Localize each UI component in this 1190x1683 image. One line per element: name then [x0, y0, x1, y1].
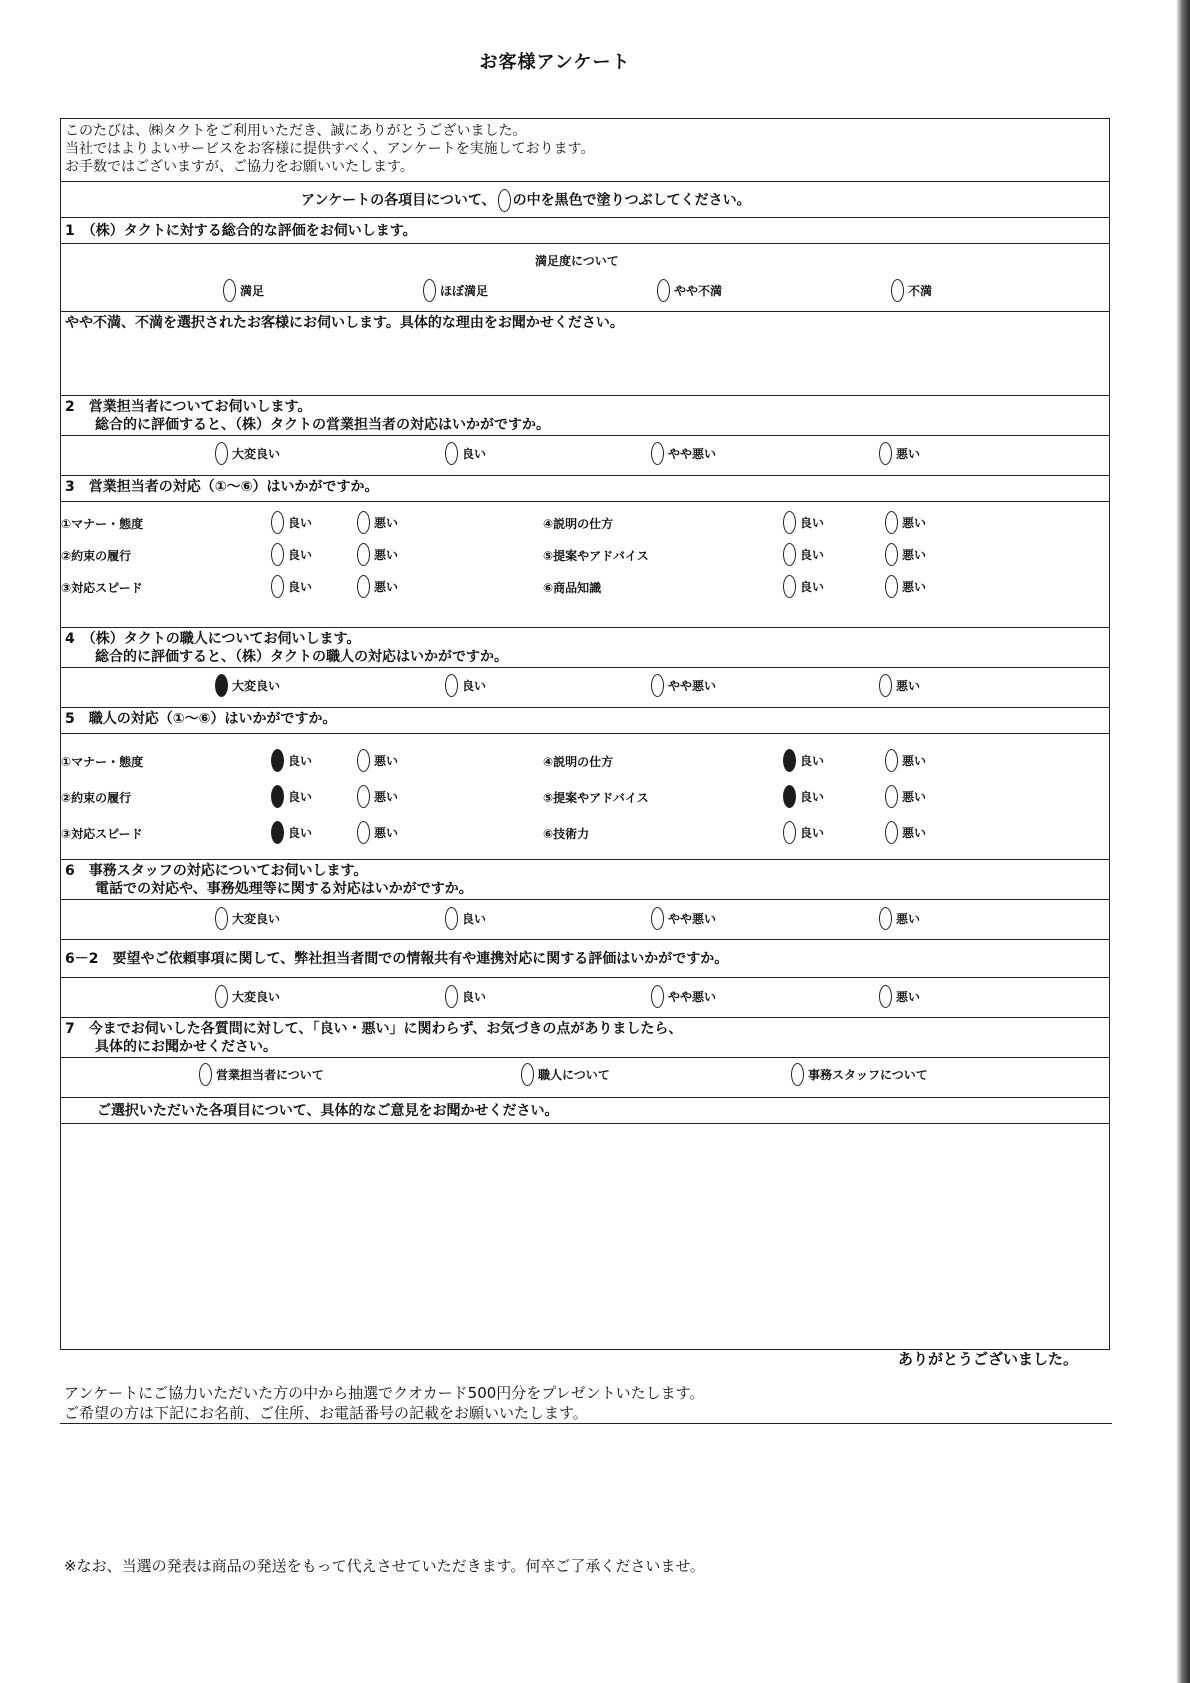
divider — [61, 435, 1109, 436]
q3-good-option[interactable]: 良い — [271, 575, 312, 598]
divider — [61, 899, 1109, 900]
radio-oval-icon[interactable] — [885, 511, 898, 534]
q1-subheading: 満足度について — [535, 254, 619, 268]
oval-example-icon — [498, 189, 511, 212]
radio-oval-icon[interactable] — [657, 279, 670, 302]
q2-option[interactable]: 良い — [445, 442, 486, 465]
q4-option[interactable]: 悪い — [879, 674, 920, 697]
radio-oval-icon[interactable] — [783, 575, 796, 598]
survey-form — [60, 118, 1110, 1350]
q5-good-option[interactable]: 良い — [271, 749, 312, 772]
q7-option[interactable]: 職人について — [521, 1063, 610, 1086]
q3-good-option[interactable]: 良い — [271, 511, 312, 534]
instruction-before: アンケートの各項目について、 — [301, 192, 496, 209]
q5-heading: 5 職人の対応（①～⑥）はいかがですか。 — [65, 711, 337, 727]
divider — [61, 1057, 1109, 1058]
radio-oval-icon[interactable] — [357, 785, 370, 808]
radio-oval-icon[interactable] — [271, 511, 284, 534]
q7-option[interactable]: 事務スタッフについて — [791, 1063, 928, 1086]
q5-item-label: ④説明の仕方 — [543, 755, 614, 769]
q3-item-label: ⑥商品知識 — [543, 581, 602, 595]
divider — [61, 1097, 1109, 1098]
q3-item-label: ②約束の履行 — [61, 549, 132, 563]
q2-heading-1: 2 営業担当者についてお伺いします。 — [65, 399, 312, 415]
q4-heading-2: 総合的に評価すると、（株）タクトの職人の対応はいかがですか。 — [95, 649, 508, 665]
radio-oval-icon[interactable] — [885, 575, 898, 598]
radio-oval-icon[interactable] — [357, 511, 370, 534]
q3-good-option[interactable]: 良い — [783, 575, 824, 598]
radio-oval-icon[interactable] — [783, 543, 796, 566]
q5-good-option[interactable]: 良い — [783, 821, 824, 844]
radio-oval-icon[interactable] — [215, 442, 228, 465]
radio-oval-icon[interactable] — [885, 785, 898, 808]
q1-option[interactable]: 不満 — [891, 279, 932, 302]
radio-oval-filled-icon[interactable] — [271, 749, 284, 772]
q5-bad-option[interactable]: 悪い — [357, 749, 398, 772]
q6-2-option[interactable]: 大変良い — [215, 985, 280, 1008]
q3-item-label: ③対応スピード — [61, 581, 143, 595]
radio-oval-icon[interactable] — [885, 749, 898, 772]
q6-2-option[interactable]: 良い — [445, 985, 486, 1008]
radio-oval-icon[interactable] — [891, 279, 904, 302]
radio-oval-icon[interactable] — [521, 1063, 534, 1086]
divider — [61, 311, 1109, 312]
q7-followup: ご選択いただいた各項目について、具体的なご意見をお聞かせください。 — [97, 1103, 559, 1119]
instruction-after: の中を黒色で塗りつぶしてください。 — [512, 192, 751, 209]
q6-option[interactable]: 大変良い — [215, 907, 280, 930]
page-title: お客様アンケート — [479, 52, 631, 73]
q5-bad-option[interactable]: 悪い — [357, 821, 398, 844]
radio-oval-icon[interactable] — [271, 543, 284, 566]
q4-option[interactable]: やや悪い — [651, 674, 716, 697]
q5-bad-option[interactable]: 悪い — [885, 821, 926, 844]
q7-heading-2: 具体的にお聞かせください。 — [95, 1039, 277, 1055]
divider — [61, 939, 1109, 940]
q3-bad-option[interactable]: 悪い — [357, 575, 398, 598]
divider — [61, 733, 1109, 734]
radio-oval-icon[interactable] — [357, 575, 370, 598]
q3-bad-option[interactable]: 悪い — [885, 543, 926, 566]
q5-item-label: ②約束の履行 — [61, 791, 132, 805]
q5-good-option[interactable]: 良い — [271, 785, 312, 808]
radio-oval-icon[interactable] — [271, 575, 284, 598]
q6-2-option[interactable]: 悪い — [879, 985, 920, 1008]
q3-item-label: ④説明の仕方 — [543, 517, 614, 531]
q6-2-option[interactable]: やや悪い — [651, 985, 716, 1008]
q1-followup: やや不満、不満を選択されたお客様にお伺いします。具体的な理由をお聞かせください。 — [65, 315, 624, 331]
q1-option[interactable]: 満足 — [223, 279, 264, 302]
divider — [61, 859, 1109, 860]
radio-oval-icon[interactable] — [357, 749, 370, 772]
q3-good-option[interactable]: 良い — [271, 543, 312, 566]
q5-good-option[interactable]: 良い — [783, 749, 824, 772]
q5-item-label: ③対応スピード — [61, 827, 143, 841]
q4-heading-1: 4 （株）タクトの職人についてお伺いします。 — [65, 631, 361, 647]
divider — [61, 707, 1109, 708]
radio-oval-icon[interactable] — [879, 674, 892, 697]
radio-oval-icon[interactable] — [199, 1063, 212, 1086]
q6-2-heading: 6－2 要望やご依頼事項に関して、弊社担当者間での情報共有や連携対応に関する評価はいかがですか。 — [65, 951, 729, 967]
radio-oval-icon[interactable] — [783, 511, 796, 534]
q3-item-label: ①マナー・態度 — [61, 517, 144, 531]
q5-good-option[interactable]: 良い — [783, 785, 824, 808]
q2-option[interactable]: やや悪い — [651, 442, 716, 465]
radio-oval-icon[interactable] — [445, 674, 458, 697]
divider — [61, 667, 1109, 668]
q5-good-option[interactable]: 良い — [271, 821, 312, 844]
radio-oval-icon[interactable] — [885, 821, 898, 844]
q1-option[interactable]: ほぼ満足 — [423, 279, 488, 302]
radio-oval-icon[interactable] — [423, 279, 436, 302]
divider — [61, 475, 1109, 476]
divider — [61, 395, 1109, 396]
q3-bad-option[interactable]: 悪い — [357, 511, 398, 534]
lottery-note: ※なお、当選の発表は商品の発送をもって代えさせていただきます。何卒ご了承くださいませ。 — [64, 1557, 705, 1575]
intro-line-3: お手数ではございますが、ご協力をお願いいたします。 — [65, 159, 414, 175]
divider — [61, 181, 1109, 182]
divider — [61, 501, 1109, 502]
radio-oval-icon[interactable] — [783, 821, 796, 844]
present-line-2: ご希望の方は下記にお名前、ご住所、お電話番号の記載をお願いいたします。 — [64, 1404, 588, 1422]
radio-oval-icon[interactable] — [445, 907, 458, 930]
thanks-text: ありがとうございました。 — [898, 1350, 1079, 1368]
radio-oval-icon[interactable] — [651, 985, 664, 1008]
q3-heading: 3 営業担当者の対応（①～⑥）はいかがですか。 — [65, 479, 379, 495]
radio-oval-icon[interactable] — [885, 543, 898, 566]
divider — [61, 1017, 1109, 1018]
divider — [61, 1123, 1109, 1124]
q6-option[interactable]: 悪い — [879, 907, 920, 930]
q5-bad-option[interactable]: 悪い — [885, 785, 926, 808]
radio-oval-icon[interactable] — [651, 907, 664, 930]
q6-heading-2: 電話での対応や、事務処理等に関する対応はいかがですか。 — [95, 881, 473, 897]
q6-heading-1: 6 事務スタッフの対応についてお伺いします。 — [65, 863, 368, 879]
q5-item-label: ①マナー・態度 — [61, 755, 144, 769]
divider — [61, 217, 1109, 218]
q6-option[interactable]: 良い — [445, 907, 486, 930]
q3-good-option[interactable]: 良い — [783, 543, 824, 566]
q2-heading-2: 総合的に評価すると、（株）タクトの営業担当者の対応はいかがですか。 — [95, 417, 550, 433]
present-line-1: アンケートにご協力いただいた方の中から抽選でクオカード500円分をプレゼントいたします。 — [64, 1384, 705, 1402]
instruction — [301, 189, 751, 212]
radio-oval-icon[interactable] — [215, 985, 228, 1008]
intro-line-2: 当社ではよりよいサービスをお客様に提供すべく、アンケートを実施しております。 — [65, 141, 595, 157]
radio-oval-icon[interactable] — [791, 1063, 804, 1086]
radio-oval-filled-icon[interactable] — [783, 785, 796, 808]
q5-bad-option[interactable]: 悪い — [885, 749, 926, 772]
q3-bad-option[interactable]: 悪い — [885, 511, 926, 534]
radio-oval-icon[interactable] — [223, 279, 236, 302]
q3-good-option[interactable]: 良い — [783, 511, 824, 534]
q2-option[interactable]: 悪い — [879, 442, 920, 465]
radio-oval-icon[interactable] — [445, 442, 458, 465]
q7-heading-1: 7 今までお伺いした各質問に対して、「良い・悪い」に関わらず、お気づきの点がありましたら、 — [65, 1021, 683, 1037]
radio-oval-icon[interactable] — [357, 543, 370, 566]
q3-bad-option[interactable]: 悪い — [357, 543, 398, 566]
radio-oval-filled-icon[interactable] — [215, 674, 228, 697]
q5-item-label: ⑥技術力 — [543, 827, 590, 841]
intro-line-1: このたびは、㈱タクトをご利用いただき、誠にありがとうございました。 — [65, 123, 527, 139]
radio-oval-icon[interactable] — [879, 907, 892, 930]
radio-oval-filled-icon[interactable] — [271, 785, 284, 808]
radio-oval-icon[interactable] — [445, 985, 458, 1008]
radio-oval-icon[interactable] — [651, 674, 664, 697]
q3-item-label: ⑤提案やアドバイス — [543, 549, 649, 563]
radio-oval-icon[interactable] — [879, 985, 892, 1008]
q4-option[interactable]: 大変良い — [215, 674, 280, 697]
q3-bad-option[interactable]: 悪い — [885, 575, 926, 598]
q1-option[interactable]: やや不満 — [657, 279, 722, 302]
q2-option[interactable]: 大変良い — [215, 442, 280, 465]
radio-oval-icon[interactable] — [651, 442, 664, 465]
q6-option[interactable]: やや悪い — [651, 907, 716, 930]
radio-oval-icon[interactable] — [879, 442, 892, 465]
radio-oval-filled-icon[interactable] — [271, 821, 284, 844]
scan-edge-shadow — [1176, 0, 1190, 1683]
divider — [61, 243, 1109, 244]
divider — [61, 627, 1109, 628]
contact-rule — [60, 1423, 1112, 1424]
q7-option[interactable]: 営業担当者について — [199, 1063, 324, 1086]
divider — [61, 977, 1109, 978]
q5-bad-option[interactable]: 悪い — [357, 785, 398, 808]
q4-option[interactable]: 良い — [445, 674, 486, 697]
radio-oval-icon[interactable] — [215, 907, 228, 930]
q1-heading: 1 （株）タクトに対する総合的な評価をお伺いします。 — [65, 223, 417, 239]
q5-item-label: ⑤提案やアドバイス — [543, 791, 649, 805]
radio-oval-filled-icon[interactable] — [783, 749, 796, 772]
radio-oval-icon[interactable] — [357, 821, 370, 844]
